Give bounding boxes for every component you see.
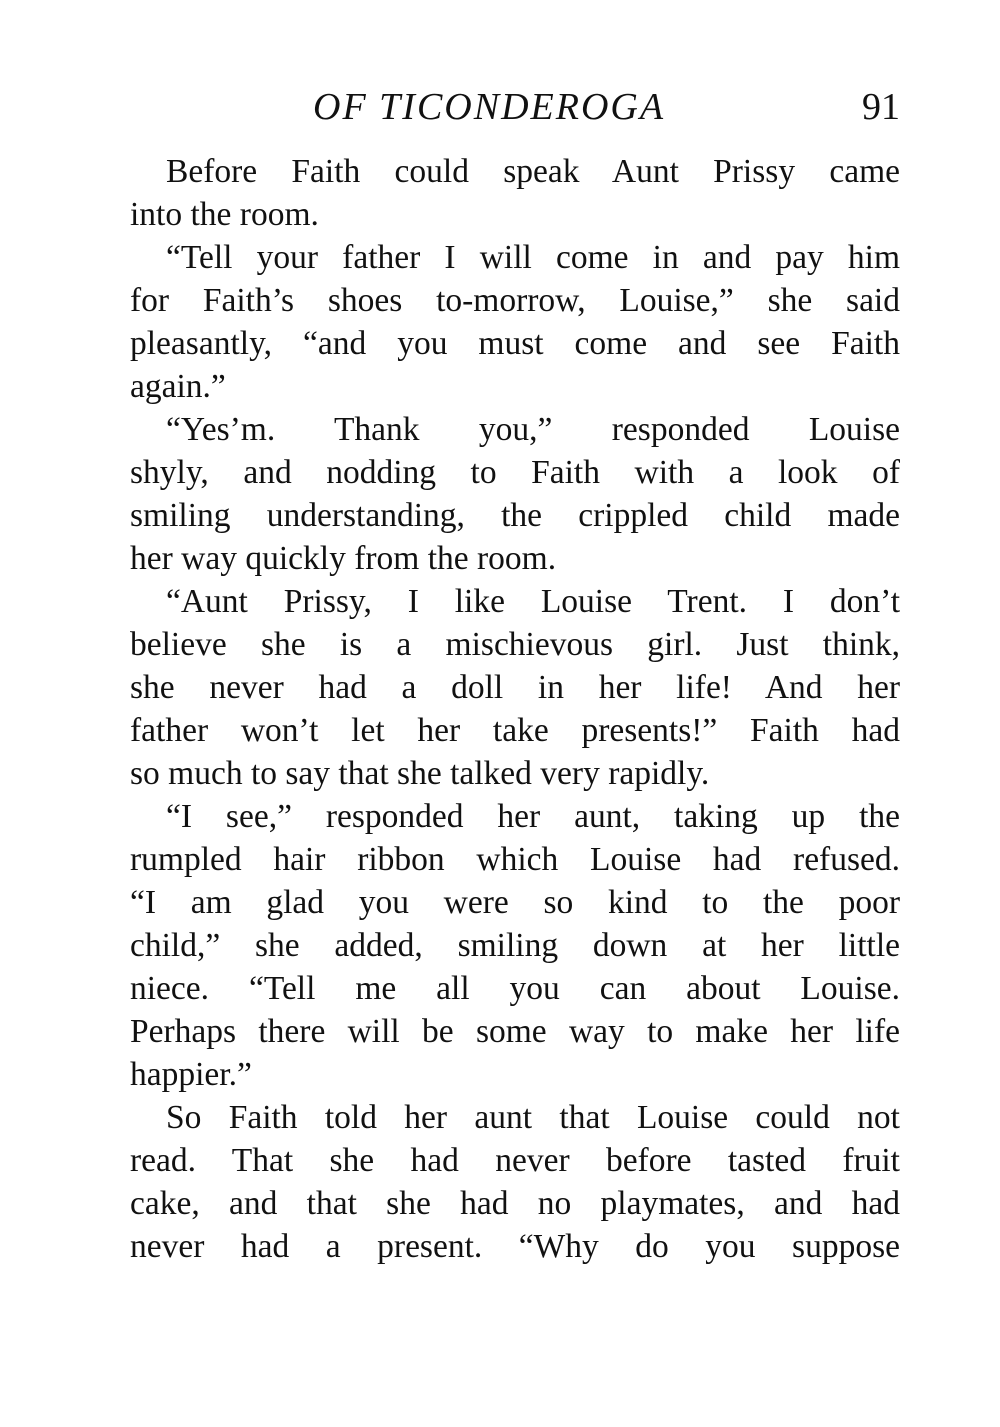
text-line: read. That she had never before tasted fruit (130, 1142, 900, 1179)
text-line: for Faith’s shoes to-morrow, Louise,” she said (130, 282, 900, 319)
running-title: OF TICONDEROGA (313, 86, 666, 128)
text-line: Before Faith could speak Aunt Prissy came (166, 153, 900, 190)
text-line: her way quickly from the room. (130, 540, 557, 577)
text-line: niece. “Tell me all you can about Louise. (130, 970, 900, 1007)
text-line: “I am glad you were so kind to the poor (130, 884, 900, 921)
text-line: rumpled hair ribbon which Louise had refused. (130, 841, 900, 878)
text-line: “Yes’m. Thank you,” responded Louise (166, 411, 900, 448)
text-line: cake, and that she had no playmates, and had (130, 1185, 900, 1222)
text-line: So Faith told her aunt that Louise could not (166, 1099, 900, 1136)
text-line: Perhaps there will be some way to make her life (130, 1013, 900, 1050)
running-head (130, 82, 900, 132)
text-line: happier.” (130, 1056, 252, 1093)
text-line: “I see,” responded her aunt, taking up the (166, 798, 900, 835)
text-line: believe she is a mischievous girl. Just think, (130, 626, 900, 663)
body-text (130, 150, 900, 1268)
text-line: pleasantly, “and you must come and see Faith (130, 325, 900, 362)
text-line: “Aunt Prissy, I like Louise Trent. I don’t (166, 583, 900, 620)
text-line: smiling understanding, the crippled child made (130, 497, 900, 534)
text-line: she never had a doll in her life! And her (130, 669, 900, 706)
text-line: again.” (130, 368, 226, 405)
text-line: shyly, and nodding to Faith with a look of (130, 454, 900, 491)
page-number: 91 (862, 86, 900, 128)
text-line: into the room. (130, 196, 319, 233)
text-line: so much to say that she talked very rapidly. (130, 755, 710, 792)
text-line: father won’t let her take presents!” Faith had (130, 712, 900, 749)
text-line: “Tell your father I will come in and pay him (166, 239, 900, 276)
text-line: never had a present. “Why do you suppose (130, 1228, 900, 1265)
text-line: child,” she added, smiling down at her little (130, 927, 900, 964)
